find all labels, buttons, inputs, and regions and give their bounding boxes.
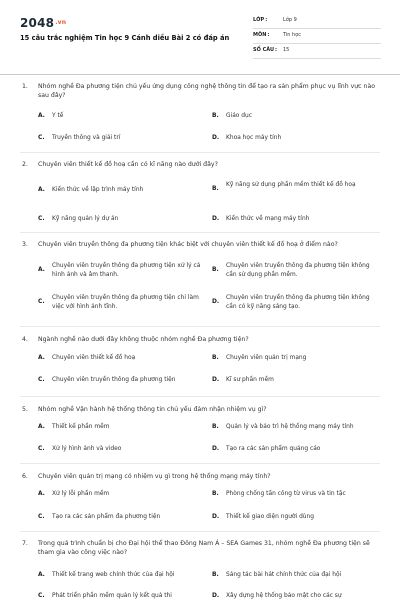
option-text: Phát triển phần mềm quản lý kết quả thi <box>52 593 172 599</box>
option-text: Kiến thức về lập trình máy tính <box>52 187 144 193</box>
document-title: 15 câu trắc nghiệm Tin học 9 Cánh diều Bài 2 có đáp án <box>20 34 230 42</box>
option-letter: B. <box>212 267 219 273</box>
question-number: 6. <box>22 473 28 480</box>
question-divider <box>20 463 380 464</box>
header <box>0 0 400 72</box>
option-letter: C. <box>38 216 45 222</box>
option-letter: B. <box>212 572 219 578</box>
option-letter: D. <box>212 135 220 141</box>
option-letter: C. <box>38 377 45 383</box>
question-body: Trong quá trình chuẩn bị cho Đại hội thể thao Đông Nam Á – SEA Games 31, nhóm nghề Đa phương tiện sẽ tham gia vào công việc nào? <box>38 540 370 556</box>
option-text: Phòng chống tấn công từ virus và tin tặc <box>226 491 346 497</box>
option-text: Y tế <box>52 113 64 119</box>
meta-row-count <box>253 44 381 59</box>
option-letter: D. <box>212 446 220 452</box>
meta-value: Tin học <box>283 32 302 38</box>
question-divider <box>20 152 380 153</box>
option-text: Chuyên viên truyền thông đa phương tiện không cần sử dụng phần mềm. <box>226 263 370 278</box>
meta-label: SỐ CÂU: <box>253 47 278 53</box>
option-letter: A. <box>38 355 45 361</box>
option-text: Chuyên viên thiết kế đồ hoạ <box>52 355 136 361</box>
option-letter: C. <box>38 446 45 452</box>
option-letter: C. <box>38 593 45 599</box>
option-text: Tạo ra các sản phẩm đa phương tiện <box>52 514 161 520</box>
option-text: Chuyên viên truyền thông đa phương tiện không cần có kỹ năng sáng tạo. <box>226 295 370 310</box>
option-letter: A. <box>38 187 45 193</box>
question-number: 7. <box>22 540 28 547</box>
question-number: 3. <box>22 241 28 248</box>
logo-suffix: .vn <box>55 19 67 26</box>
option-text: Thiết kế trang web chính thức của đại hội <box>52 572 175 578</box>
option-text: Chuyên viên truyền thông đa phương tiện xử lý cả hình ảnh và âm thanh. <box>52 263 201 278</box>
option-letter: D. <box>212 299 220 305</box>
option-text: Kĩ sư phần mềm <box>226 377 274 383</box>
option-letter: A. <box>38 424 45 430</box>
meta-table <box>253 14 381 59</box>
option-letter: C. <box>38 135 45 141</box>
option-text: Kỹ năng quản lý dự án <box>52 216 119 222</box>
option-text: Chuyên viên truyền thông đa phương tiện chỉ làm việc với hình ảnh tĩnh. <box>52 295 199 310</box>
meta-label: MÔN: <box>253 32 270 38</box>
question-body: Nhóm nghề Đa phương tiện chủ yếu ứng dụng công nghệ thông tin để tạo ra sản phẩm phục vụ lĩnh vực nào sau đây? <box>38 83 376 99</box>
meta-row-subject <box>253 29 381 44</box>
option-text: Kỹ năng sử dụng phần mềm thiết kế đồ hoạ <box>226 182 356 188</box>
question-number: 2. <box>22 161 28 168</box>
option-text: Giáo dục <box>226 113 252 119</box>
question-body: Ngành nghề nào dưới đây không thuộc nhóm nghề Đa phương tiện? <box>38 336 249 343</box>
option-letter: C. <box>38 299 45 305</box>
option-text: Thiết kế giao diện người dùng <box>226 514 315 520</box>
site-logo[interactable] <box>20 16 66 30</box>
question-divider <box>20 326 380 327</box>
option-letter: B. <box>212 491 219 497</box>
option-letter: A. <box>38 267 45 273</box>
option-text: Truyền thông và giải trí <box>52 135 121 141</box>
question-body: Chuyên viên truyền thông đa phương tiện khác biệt với chuyên viên thiết kế đồ hoạ ở điểm nào? <box>38 241 338 248</box>
question-body: Nhóm nghề Vận hành hệ thống thông tin chủ yếu đảm nhận nhiệm vụ gì? <box>38 406 267 413</box>
option-letter: B. <box>212 186 219 192</box>
option-letter: D. <box>212 377 220 383</box>
option-letter: D. <box>212 593 220 599</box>
question-number: 1. <box>22 83 28 90</box>
question-body: Chuyên viên quản trị mạng có nhiệm vụ gì trong hệ thống mạng máy tính? <box>38 473 271 480</box>
question-number: 5. <box>22 406 28 413</box>
option-text: Sáng tác bài hát chính thức của đại hội <box>226 572 342 578</box>
option-text: Xử lý hình ảnh và video <box>52 446 122 452</box>
option-letter: B. <box>212 113 219 119</box>
option-letter: D. <box>212 216 220 222</box>
question-divider <box>20 396 380 397</box>
meta-label: LỚP: <box>253 17 268 23</box>
question-divider <box>20 232 380 233</box>
question-divider <box>20 531 380 532</box>
logo-main: 2048 <box>20 16 55 30</box>
option-text: Quản lý và bảo trì hệ thống mạng máy tính <box>226 424 354 430</box>
option-letter: A. <box>38 572 45 578</box>
option-text: Xây dựng hệ thống bảo mật cho các sự <box>226 593 342 599</box>
option-letter: B. <box>212 355 219 361</box>
option-letter: C. <box>38 514 45 520</box>
meta-value: 15 <box>283 47 290 53</box>
question-number: 4. <box>22 336 28 343</box>
option-letter: A. <box>38 113 45 119</box>
option-letter: D. <box>212 514 220 520</box>
question-body: Chuyên viên thiết kế đồ hoạ cần có kĩ năng nào dưới đây? <box>38 161 218 168</box>
option-letter: A. <box>38 491 45 497</box>
option-text: Thiết kế phần mềm <box>52 424 110 430</box>
option-text: Chuyên viên truyền thông đa phương tiện <box>52 377 176 383</box>
option-text: Kiến thức về mạng máy tính <box>226 216 310 222</box>
option-text: Khoa học máy tính <box>226 135 282 141</box>
option-letter: B. <box>212 424 219 430</box>
header-divider <box>0 74 400 75</box>
meta-row-class <box>253 14 381 29</box>
meta-value: Lớp 9 <box>283 17 297 23</box>
option-text: Xử lý lỗi phần mềm <box>52 491 110 497</box>
option-text: Tạo ra các sản phẩm quảng cáo <box>226 446 321 452</box>
option-text: Chuyên viên quản trị mạng <box>226 355 307 361</box>
